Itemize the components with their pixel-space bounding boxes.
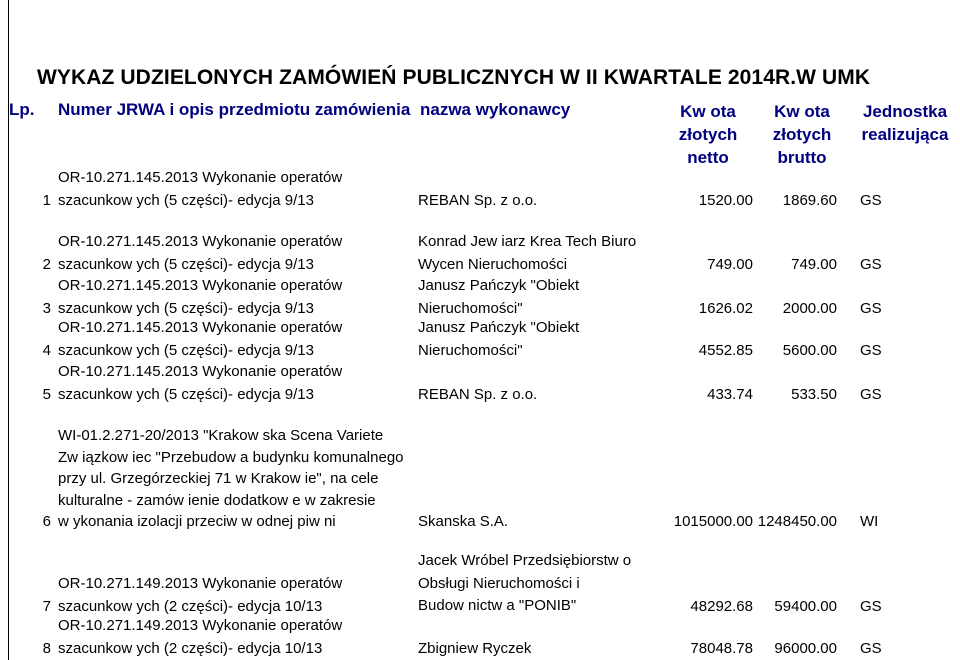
row-description: OR-10.271.149.2013 Wykonanie operatów szacunkow ych (2 części)- edycja 10/13 <box>58 617 343 657</box>
row-contractor: REBAN Sp. z o.o. <box>418 192 538 209</box>
row-number: 4 <box>42 342 51 359</box>
row-contractor: Konrad Jew iarz Krea Tech Biuro Wycen Nieruchomości <box>418 233 637 273</box>
row-description: OR-10.271.145.2013 Wykonanie operatów szacunkow ych (5 części)- edycja 9/13 <box>58 277 343 317</box>
row-net-amount: 1626.02 <box>698 300 753 317</box>
table-row <box>0 550 960 620</box>
row-net-amount: 749.00 <box>707 256 753 273</box>
row-net-amount: 4552.85 <box>698 342 753 359</box>
row-unit: GS <box>860 598 882 615</box>
row-number: 5 <box>42 386 51 403</box>
row-contractor: Janusz Pańczyk "Obiekt Nieruchomości" <box>418 319 580 359</box>
header-lp: Lp. <box>9 100 35 119</box>
row-description: WI-01.2.271-20/2013 "Krakow ska Scena Variete Zw iązkow iec "Przebudow a budynku komunalnego przy ul. Grzegórzeckiej 71 w Krakow ie", na cele kulturalne - zamów ienie dodatkow e w zakresie w ykonania izolacji przeciw w odnej piw ni <box>58 427 404 530</box>
row-net-amount: 1015000.00 <box>673 513 753 530</box>
row-unit: GS <box>860 640 882 657</box>
row-description: OR-10.271.145.2013 Wykonanie operatów szacunkow ych (5 części)- edycja 9/13 <box>58 233 343 273</box>
table-row <box>0 360 960 406</box>
row-gross-amount: 2000.00 <box>782 300 837 317</box>
row-contractor: Janusz Pańczyk "Obiekt Nieruchomości" <box>418 277 580 317</box>
row-contractor: Zbigniew Ryczek <box>418 640 532 657</box>
row-unit: GS <box>860 386 882 403</box>
row-number: 8 <box>42 640 51 657</box>
row-gross-amount: 749.00 <box>791 256 837 273</box>
row-gross-amount: 96000.00 <box>774 640 837 657</box>
page-title: WYKAZ UDZIELONYCH ZAMÓWIEŃ PUBLICZNYCH W II KWARTALE 2014R.W UMK <box>37 66 871 89</box>
row-description: OR-10.271.149.2013 Wykonanie operatów szacunkow ych (2 części)- edycja 10/13 <box>58 575 343 615</box>
row-description: OR-10.271.145.2013 Wykonanie operatów szacunkow ych (5 części)- edycja 9/13 <box>58 319 343 359</box>
header-contractor: nazwa wykonawcy <box>420 100 571 119</box>
table-row <box>0 316 960 362</box>
row-net-amount: 1520.00 <box>698 192 753 209</box>
row-unit: GS <box>860 300 882 317</box>
row-number: 3 <box>42 300 51 317</box>
table-row <box>0 614 960 660</box>
row-unit: WI <box>860 513 879 530</box>
row-unit: GS <box>860 342 882 359</box>
row-gross-amount: 1248450.00 <box>757 513 837 530</box>
row-contractor: REBAN Sp. z o.o. <box>418 386 538 403</box>
table-row <box>0 166 960 212</box>
row-unit: GS <box>860 192 882 209</box>
row-gross-amount: 1869.60 <box>782 192 837 209</box>
row-contractor: Skanska S.A. <box>418 513 509 530</box>
row-net-amount: 78048.78 <box>690 640 753 657</box>
table-row <box>0 274 960 320</box>
row-net-amount: 48292.68 <box>690 598 753 615</box>
row-description: OR-10.271.145.2013 Wykonanie operatów szacunkow ych (5 części)- edycja 9/13 <box>58 169 343 209</box>
header-unit: Jednostka realizująca <box>861 102 949 144</box>
header-gross-amount: Kw ota złotych brutto <box>772 102 832 167</box>
row-gross-amount: 59400.00 <box>774 598 837 615</box>
row-number: 1 <box>42 192 51 209</box>
table-row <box>0 230 960 276</box>
row-number: 7 <box>42 598 51 615</box>
table-row <box>0 425 960 540</box>
header-net-amount: Kw ota złotych netto <box>678 102 738 167</box>
header-description: Numer JRWA i opis przedmiotu zamówienia <box>58 100 411 119</box>
row-number: 6 <box>42 513 51 530</box>
row-contractor: Jacek Wróbel Przedsiębiorstw o Obsługi Nieruchomości i Budow nictw a "PONIB" <box>418 552 632 614</box>
row-net-amount: 433.74 <box>707 386 753 403</box>
row-unit: GS <box>860 256 882 273</box>
row-gross-amount: 533.50 <box>791 386 837 403</box>
row-number: 2 <box>42 256 51 273</box>
row-gross-amount: 5600.00 <box>782 342 837 359</box>
row-description: OR-10.271.145.2013 Wykonanie operatów szacunkow ych (5 części)- edycja 9/13 <box>58 363 343 403</box>
